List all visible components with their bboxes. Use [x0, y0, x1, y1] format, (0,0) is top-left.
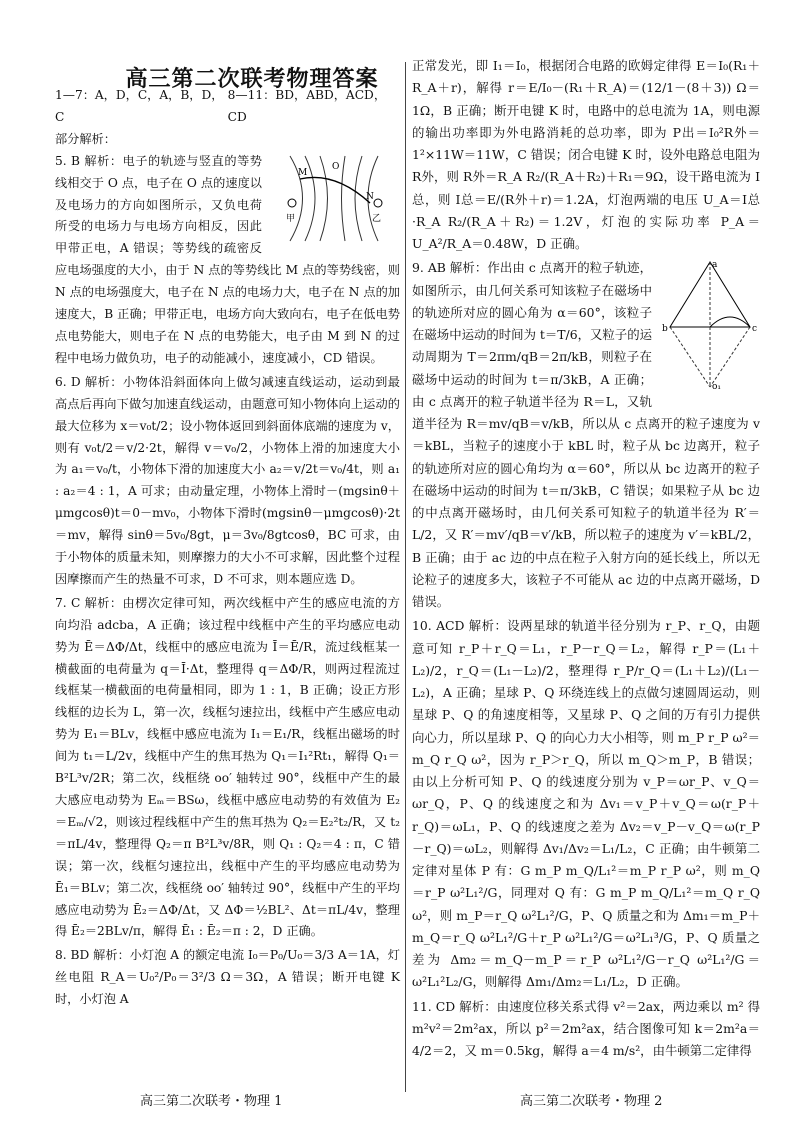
label-N: N	[366, 191, 374, 202]
solution-10-text: 10. ACD 解析：设两星球的轨道半径分别为 r_P、r_Q，由题意可知 r_P＋r_Q＝L₁，r_P－r_Q＝L₂，解得 r_P＝(L₁＋L₂)/2，r_Q＝(L₁－L₂)/2，整理得 r_P/r_Q＝(L₁＋L₂)/(L₁－L₂)，A 正确；星球 P、Q 环绕连线上的点做匀速圆周运动，则星球 P、Q 的角速度相等，又星球 P、Q 之间的万有引力提供向心力，所以星球 P、Q 的向心力大小相等，则 m_P r_P ω²＝m_Q r_Q ω²，因为 r_P＞r_Q，所以 m_Q＞m_P，B 错误；由以上分析可知 P、Q 的线速度分别为 v_P＝ωr_P、v_Q＝ωr_Q，P、Q 的线速度之和为 Δv₁＝v_P＋v_Q＝ω(r_P＋r_Q)＝ωL₁，P、Q 的线速度之差为 Δv₂＝v_P－v_Q＝ω(r_P－r_Q)＝ωL₂，则解得 Δv₁/Δv₂＝L₁/L₂，C 正确；由牛顿第二定律对星体 P 有：G m_P m_Q/L₁²＝m_P r_P ω²，则 m_Q＝r_P ω²L₁²/G，同理对 Q 有：G m_P m_Q/L₁²＝m_Q r_Q ω²，则 m_P＝r_Q ω²L₁²/G，P、Q 质量之和为 Δm₁＝m_P＋m_Q＝r_Q ω²L₁²/G＋r_P ω²L₁²/G＝ω²L₁³/G，P、Q 质量之差为 Δm₂＝m_Q－m_P＝r_P ω²L₁²/G－r_Q ω²L₁²/G＝ω²L₁²L₂/G，则解得 Δm₁/Δm₂＝L₁/L₂，D 正确。	[412, 618, 760, 990]
partial-heading: 部分解析：	[55, 131, 116, 146]
solution-10	[412, 615, 760, 993]
label-c: c	[752, 324, 758, 335]
label-o1: o₁	[712, 382, 722, 393]
label-jia: 甲	[286, 213, 296, 224]
page-title: 高三第二次联考物理答案	[125, 67, 379, 92]
solution-11-text: 11. CD 解析：由速度位移关系式得 v²＝2ax，两边乘以 m² 得 m²v²＝2m²ax，所以 p²＝2m²ax，结合图像可知 k＝2m²a＝4/2＝2，又 m＝0.5kg，解得 a＝4 m/s²，由牛顿第二定律得	[412, 998, 760, 1058]
label-M: M	[298, 167, 308, 178]
label-b: b	[662, 324, 668, 335]
solution-5-text: 5. B 解析：电子的轨迹与竖直的等势线相交于 O 点，电子在 O 点的速度以及电场力的方向如图所示，又负电荷所受的电场力与电场方向相反，因此甲带正电，A 错误；等势线的疏密反应电场强度的大小，由于 N 点的等势线比 M 点的等势线密，则 N 点的电场强度大，电子在 N 点的电场力大，电子在 N 点的加速度大，B 正确；甲带正电，电场方向大致向右，电子在低电势点电势能大，则电子在 N 点的电势能大，电子由 M 到 N 的过程中电场力做负功，电子的动能减小，速度减小，CD 错误。	[55, 153, 400, 365]
footer-left: 高三第二次联考・物理 1	[140, 1094, 283, 1109]
column-divider	[405, 62, 406, 1092]
multi-choice-answers: 8—11：BD，ABD，ACD，CD	[227, 88, 387, 124]
footer-right: 高三第二次联考・物理 2	[520, 1094, 663, 1109]
right-column	[412, 55, 760, 1064]
label-O: O	[332, 161, 340, 172]
solution-5	[55, 151, 400, 370]
solution-8	[55, 945, 400, 1011]
left-column	[55, 55, 400, 1013]
solution-8-continued	[412, 55, 760, 255]
solution-6-text: 6. D 解析：小物体沿斜面体向上做匀减速直线运动，运动到最高点后再向下做匀加速直线运动，由题意可知小物体向上运动的最大位移为 x＝v₀t/2；设小物体返回到斜面体底端的速度为 v，则有 v₀t/2＝v/2·2t，解得 v＝v₀/2，小物体上滑的加速度大小为 a₁＝v₀/t，小物体下滑的加速度大小 a₂＝v/2t＝v₀/4t，则 a₁ : a₂＝4 : 1，A 可求；由动量定理，小物体上滑时－(mgsinθ＋μmgcosθ)t＝0－mv₀，小物体下滑时(mgsinθ－μmgcosθ)·2t＝mv，解得 sinθ＝5v₀/8gt，μ＝3v₀/8gtcosθ，BC 可求，由于小物体的质量未知，则摩擦力的大小不可求解，因此整个过程因摩擦而产生的热量不可求，D 不可求，则本题应选 D。	[55, 374, 400, 586]
label-yi: 乙	[372, 213, 382, 224]
solution-7	[55, 593, 400, 944]
field-lines-figure	[270, 151, 400, 246]
solution-7-text: 7. C 解析：由楞次定律可知，两次线框中产生的感应电流的方向均沿 adcba，A 正确；该过程中线框中产生的平均感应电动势为 Ē＝ΔΦ/Δt，线框中的感应电流为 Ī＝Ē/R，流过线框某一横截面的电荷量为 q＝Ī·Δt，整理得 q＝ΔΦ/R，则两过程流过线框某一横截面的电荷量相同，即为 1 : 1，B 正确；设正方形线框的边长为 L，第一次，线框匀速拉出，线框中产生感应电动势为 E₁＝BLv，线框中感应电流为 I₁＝E₁/R，线框出磁场的时间为 t₁＝L/2v，线框中产生的焦耳热为 Q₁＝I₁²Rt₁，解得 Q₁＝B²L³v/2R；第二次，线框绕 oo′ 轴转过 90°，线框中产生的最大感应电动势为 Eₘ＝BSω，线框中感应电动势的有效值为 E₂＝Eₘ/√2，则该过程线框中产生的焦耳热为 Q₂＝E₂²t₂/R，又 t₂＝πL/4v，整理得 Q₂＝π B²L³v/8R，则 Q₁ : Q₂＝4 : π，C 错误；第一次，线框匀速拉出，线框中产生的平均感应电动势为 Ē₁＝BLv；第二次，线框绕 oo′ 轴转过 90°，线框中产生的平均感应电动势为 Ē₂＝ΔΦ/Δt，又 ΔΦ＝½BL²、Δt＝πL/4v，整理得 Ē₂＝2BLv/π，解得 Ē₁ : Ē₂＝π : 2，D 正确。	[55, 595, 400, 939]
answer-key-row	[55, 85, 400, 129]
solution-8-cont-text: 正常发光，即 I₁＝I₀，根据闭合电路的欧姆定律得 E＝I₀(R₁＋R_A＋r)，解得 r＝E/I₀－(R₁＋R_A)＝(12/1－(8＋3)) Ω＝1Ω，B 正确；断开电键 K 时，电路中的总电流为 1A，则电源的输出功率即为外电路消耗的总功率，即为 P出＝I₀²R外＝1²×11W＝11W，C 错误；闭合电键 K 时，设外电路总电阻为 R外，则 R外＝R_A R₂/(R_A＋R₂)＋R₁＝9Ω，设干路电流为 I总，则 I总＝E/(R外＋r)＝1.2A，灯泡两端的电压 U_A＝I总·R_A R₂/(R_A＋R₂)＝1.2V，灯泡的实际功率 P_A＝U_A²/R_A＝0.48W，D 正确。	[412, 58, 760, 251]
solution-11	[412, 996, 760, 1063]
solution-9-text: 9. AB 解析：作出由 c 点离开的粒子轨迹，如图所示，由几何关系可知该粒子在磁场中的轨迹所对应的圆心角为 α＝60°，该粒子在磁场中运动的时间为 t＝T/6，又粒子的运动周期为 T＝2πm/qB＝2π/kB，则粒子在磁场中运动的时间为 t＝π/3kB，A 正确；由 c 点离开的粒子轨道半径为 R＝L，又轨道半径为 R＝mv/qB＝v/kB，所以从 c 点离开的粒子速度为 v＝kBL，当粒子的速度小于 kBL 时，粒子从 bc 边离开，粒子的轨迹所对应的圆心角均为 α＝60°，所以从 bc 边离开的粒子在磁场中运动的时间为 t＝π/3kB，C 错误；如果粒子从 bc 边的中点离开磁场时，由几何关系可知粒子的轨道半径为 R′＝L/2，又 R′＝mv′/qB＝v′/kB，所以粒子的速度为 v′＝kBL/2，B 正确；由于 ac 边的中点在粒子入射方向的延长线上，所以无论粒子的速度多大，该粒子不可能从 ac 边的中点离开磁场，D 错误。	[412, 260, 760, 609]
solution-9	[412, 257, 760, 613]
solution-8-text: 8. BD 解析：小灯泡 A 的额定电流 I₀＝P₀/U₀＝3/3 A＝1A，灯丝电阻 R_A＝U₀²/P₀＝3²/3 Ω＝3Ω，A 错误；断开电键 K 时，小灯泡 A	[55, 948, 400, 1007]
magnetic-field-figure	[660, 257, 760, 392]
single-choice-answers: 1—7：A，D，C，A，B，D，C	[55, 88, 224, 124]
solution-6	[55, 372, 400, 591]
label-a: a	[712, 260, 718, 271]
